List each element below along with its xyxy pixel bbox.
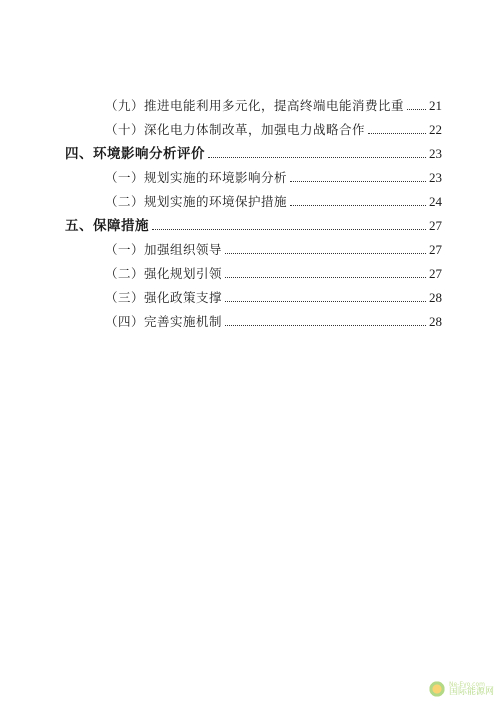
leader-dots	[368, 133, 426, 134]
toc-entry[interactable]	[0, 308, 500, 330]
leader-dots	[290, 205, 426, 206]
toc-entry-title: （九）推进电能利用多元化，提高终端电能消费比重	[105, 98, 405, 113]
toc-entry-page: 23	[429, 170, 442, 185]
leader-dots	[225, 277, 426, 278]
toc-entry-title: 四、环境影响分析评价	[65, 146, 205, 162]
leader-dots	[407, 109, 426, 110]
leader-dots	[225, 253, 426, 254]
toc-entry-title: （三）强化政策支撑	[105, 290, 223, 305]
toc-entry-page: 24	[429, 194, 442, 209]
toc-entry-title: （二）规划实施的环境保护措施	[105, 194, 288, 209]
toc-entry-page: 21	[429, 98, 442, 113]
toc-entry[interactable]	[0, 212, 500, 234]
toc-entry[interactable]	[0, 116, 500, 138]
toc-entry-page: 27	[429, 218, 442, 233]
sun-logo-icon	[428, 680, 446, 698]
toc-entry[interactable]	[0, 260, 500, 282]
watermark	[428, 680, 494, 698]
toc-entry[interactable]	[0, 164, 500, 186]
toc-entry-page: 27	[429, 266, 442, 281]
toc-entry-page: 28	[429, 314, 442, 329]
toc-entry-page: 27	[429, 242, 442, 257]
toc-entry-title: （四）完善实施机制	[105, 314, 223, 329]
toc-entry-title: 五、保障措施	[65, 218, 149, 234]
toc-entry-title: （一）加强组织领导	[105, 242, 223, 257]
leader-dots	[225, 301, 426, 302]
toc-entry[interactable]	[0, 236, 500, 258]
toc-entry-title: （一）规划实施的环境影响分析	[105, 170, 288, 185]
toc-entry[interactable]	[0, 92, 500, 114]
toc-entry[interactable]	[0, 188, 500, 210]
toc-entry-page: 23	[429, 146, 442, 161]
leader-dots	[208, 157, 426, 158]
toc-entry[interactable]	[0, 284, 500, 306]
leader-dots	[152, 229, 426, 230]
watermark-domain: Ne-Eyo.com	[448, 680, 485, 688]
watermark-name: 国际能源网	[448, 686, 494, 697]
toc-entry-title: （十）深化电力体制改革，加强电力战略合作	[105, 122, 366, 137]
toc-entry-page: 22	[429, 122, 442, 137]
leader-dots	[290, 181, 426, 182]
toc-entry-title: （二）强化规划引领	[105, 266, 223, 281]
toc-entry-page: 28	[429, 290, 442, 305]
leader-dots	[225, 325, 426, 326]
toc-entry[interactable]	[0, 140, 500, 162]
